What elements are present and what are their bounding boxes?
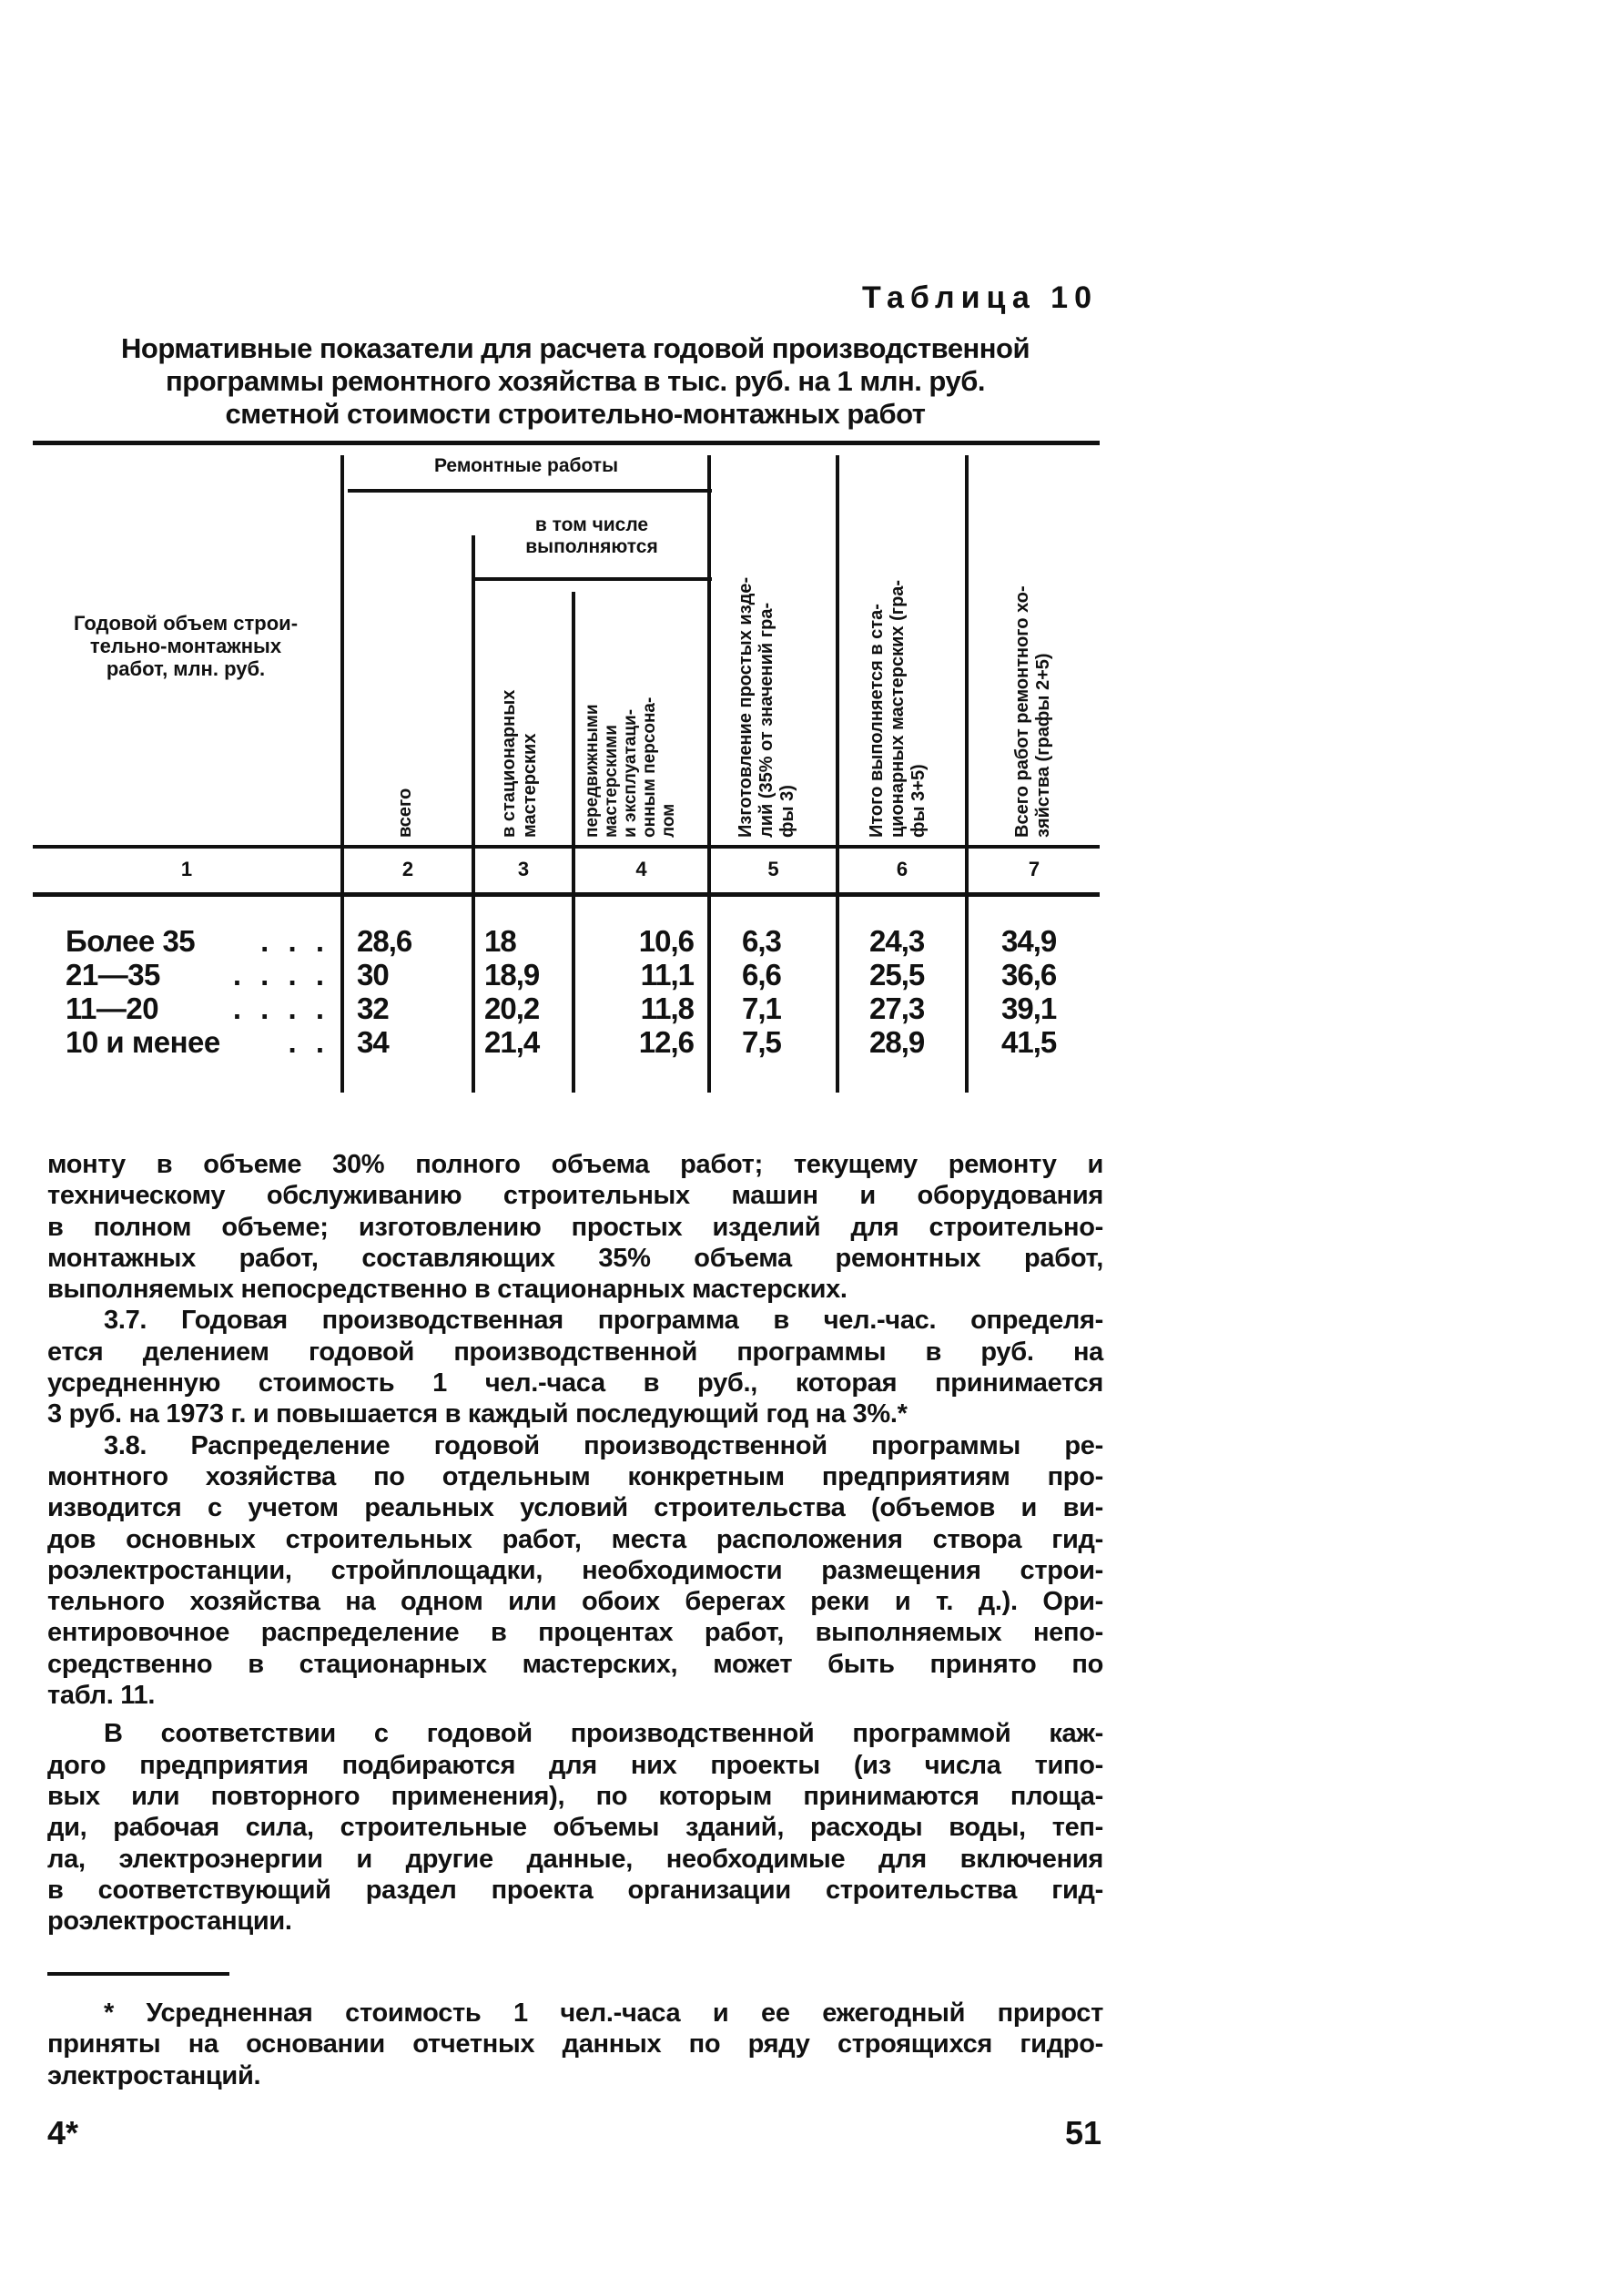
text-line: ди, рабочая сила, строительные объемы зданий, расходы воды, теп- [47,1813,1103,1843]
column-number: 6 [896,858,908,880]
table-row-label [66,925,330,958]
body-text [47,1149,1103,1937]
table-cell: 41,5 [1001,1025,1057,1059]
column-divider [572,592,575,1093]
header-line: лом [659,803,678,838]
page-number: 51 [1065,2114,1102,2151]
table-cell: 20,2 [484,992,540,1025]
text-line: ентировочное распределение в процентах работ, выполняемых непо- [47,1618,1103,1648]
header-col4 [583,601,678,838]
header-line: лий (35% от значений гра- [756,602,776,838]
column-divider [472,535,475,1093]
footnote [47,1998,1103,2091]
paragraph [47,1718,1103,1937]
footnote-line: приняты на основании отчетных данных по ряду строящихся гидро- [47,2029,1103,2059]
row-label-text: 10 и менее [66,1025,220,1059]
text-line: 3.8. Распределение годовой производственной программы ре- [104,1430,1103,1460]
table-top-rule [33,441,1100,445]
column-number: 1 [180,858,193,880]
header-col3 [499,605,541,838]
table-cell: 18 [484,924,516,958]
column-number: 4 [635,858,647,880]
table-cell: 36,6 [1001,958,1057,992]
header-line: тельно-монтажных [89,635,282,657]
text-line: тельного хозяйства на одном или обоих берегах реки и т. д.). Ори- [47,1587,1103,1617]
header-line: в стационарных [499,689,519,838]
header-line: передвижными [583,704,602,838]
row-label-text: 21—35 [66,958,160,992]
header-line: зяйства (графы 2+5) [1033,653,1053,838]
table-cell: 7,5 [742,1025,781,1059]
text-line: монтного хозяйства по отдельным конкретным предприятиям про- [47,1461,1103,1491]
table-cell: 24,3 [869,924,925,958]
column-number: 7 [1028,858,1040,880]
footnote-rule [47,1972,229,1976]
text-line: табл. 11. [47,1681,156,1711]
header-col1 [33,612,339,680]
text-line: дов основных строительных работ, места расположения створа гид- [47,1524,1103,1554]
text-line: роэлектростанции. [47,1907,292,1937]
header-line: онным персона- [640,697,659,838]
table-cell: 28,6 [357,924,412,958]
header-line: Всего работ ремонтного хо- [1012,585,1032,838]
text-line: вых или повторного применения), по которым принимаются площа- [47,1781,1103,1811]
header-line: Годовой объем строи- [73,612,299,635]
paragraph [47,1430,1103,1712]
footnote-line: * Усредненная стоимость 1 чел.-часа и ее ежегодный прирост [104,1998,1103,2028]
table-label: Таблица 10 [862,280,1098,315]
table-cell: 30 [357,958,389,992]
header-col2: всего [395,788,415,838]
table-cell: 34 [357,1025,389,1059]
table-cell: 6,3 [742,924,781,958]
header-bottom-rule [33,845,1100,849]
header-col6 [867,460,929,838]
table-cell: 11,1 [640,958,694,992]
header-col7 [1012,460,1054,838]
row-label-text: 11—20 [66,992,159,1025]
paragraph [47,1305,1103,1429]
text-line: монтажных работ, составляющих 35% объема ремонтных работ, [47,1243,1103,1273]
column-divider [836,455,839,1093]
text-line: 3 руб. на 1973 г. и повышается в каждый последующий год на 3%.* [47,1399,908,1429]
text-line: изводится с учетом реальных условий строительства (объемов и ви- [47,1493,1103,1523]
header-line: в том числе [534,514,649,535]
table-row-label [66,959,330,992]
table-cell: 12,6 [638,1025,694,1059]
text-line: дого предприятия подбираются для них проекты (из числа типо- [47,1750,1103,1780]
caption-line: сметной стоимости строительно-монтажных работ [225,398,926,430]
table-cell: 11,8 [640,992,694,1025]
text-line: роэлектростанции, стройплощадки, необходимости размещения строи- [47,1555,1103,1585]
row-label-leader-dots: . . . . [232,958,330,992]
table-cell: 28,9 [869,1025,925,1059]
column-number: 2 [401,858,414,880]
text-line: усредненную стоимость 1 чел.-часа в руб., которая принимается [47,1368,1103,1398]
header-line: Итого выполняется в ста- [867,604,887,838]
text-line: ла, электроэнергии и другие данные, необходимые для включения [47,1844,1103,1874]
table-cell: 25,5 [869,958,925,992]
table-cell: 21,4 [484,1025,540,1059]
signature-mark: 4* [47,2114,79,2151]
text-line: техническому обслуживанию строительных машин и оборудования [47,1181,1103,1211]
column-number: 5 [767,858,779,880]
column-divider [965,455,969,1093]
column-number: 3 [517,858,530,880]
table-caption [47,332,1103,431]
text-line: в полном объеме; изготовлению простых изделий для строительно- [47,1212,1103,1242]
table-cell: 27,3 [869,992,925,1025]
header-col5 [736,460,798,838]
text-line: 3.7. Годовая производственная программа в чел.-час. определя- [104,1306,1103,1336]
numbers-bottom-rule [33,892,1100,897]
row-label-leader-dots: . . . . [232,992,330,1025]
header-line: Изготовление простых изде- [736,576,756,838]
row-label-leader-dots: . . . [260,924,330,958]
footnote-line: электростанций. [47,2060,261,2090]
text-line: выполняемых непосредственно в стационарных мастерских. [47,1275,848,1305]
table-row-label [66,1026,330,1059]
header-line: выполняются [525,536,658,557]
text-line: В соответствии с годовой производственной программой каж- [104,1719,1103,1749]
header-line: ционарных мастерских (гра- [888,579,908,838]
header-line: работ, млн. руб. [106,657,266,680]
row-label-text: Более 35 [66,924,196,958]
text-line: монту в объеме 30% полного объема работ; текущему ремонту и [47,1150,1103,1179]
table-cell: 34,9 [1001,924,1057,958]
header-group-repair-works: Ремонтные работы [433,455,619,476]
table-cell: 39,1 [1001,992,1057,1025]
text-line: средственно в стационарных мастерских, может быть принято по [47,1649,1103,1679]
column-divider [340,455,344,1093]
paragraph [47,1149,1103,1305]
table-row-label [66,992,330,1025]
header-subgroup [475,514,708,558]
table-cell: 6,6 [742,958,781,992]
table-cell: 18,9 [484,958,540,992]
header-line: фы 3) [777,785,797,838]
table-cell: 10,6 [638,924,694,958]
row-label-leader-dots: . . [288,1025,330,1059]
text-line: ется делением годовой производственной программы в руб. на [47,1337,1103,1367]
text-line: в соответствующий раздел проекта организации строительства гид- [47,1875,1103,1905]
header-line: и эксплуатаци- [621,708,640,838]
table-cell: 32 [357,992,389,1025]
table-cell: 7,1 [742,992,781,1025]
caption-line: программы ремонтного хозяйства в тыс. руб. на 1 млн. руб. [166,365,985,397]
group-rule [348,489,712,493]
header-line: мастерских [520,733,540,838]
subgroup-rule [475,577,712,581]
caption-line: Нормативные показатели для расчета годовой производственной [121,332,1030,364]
header-line: фы 3+5) [908,764,929,838]
header-line: мастерскими [602,725,621,838]
